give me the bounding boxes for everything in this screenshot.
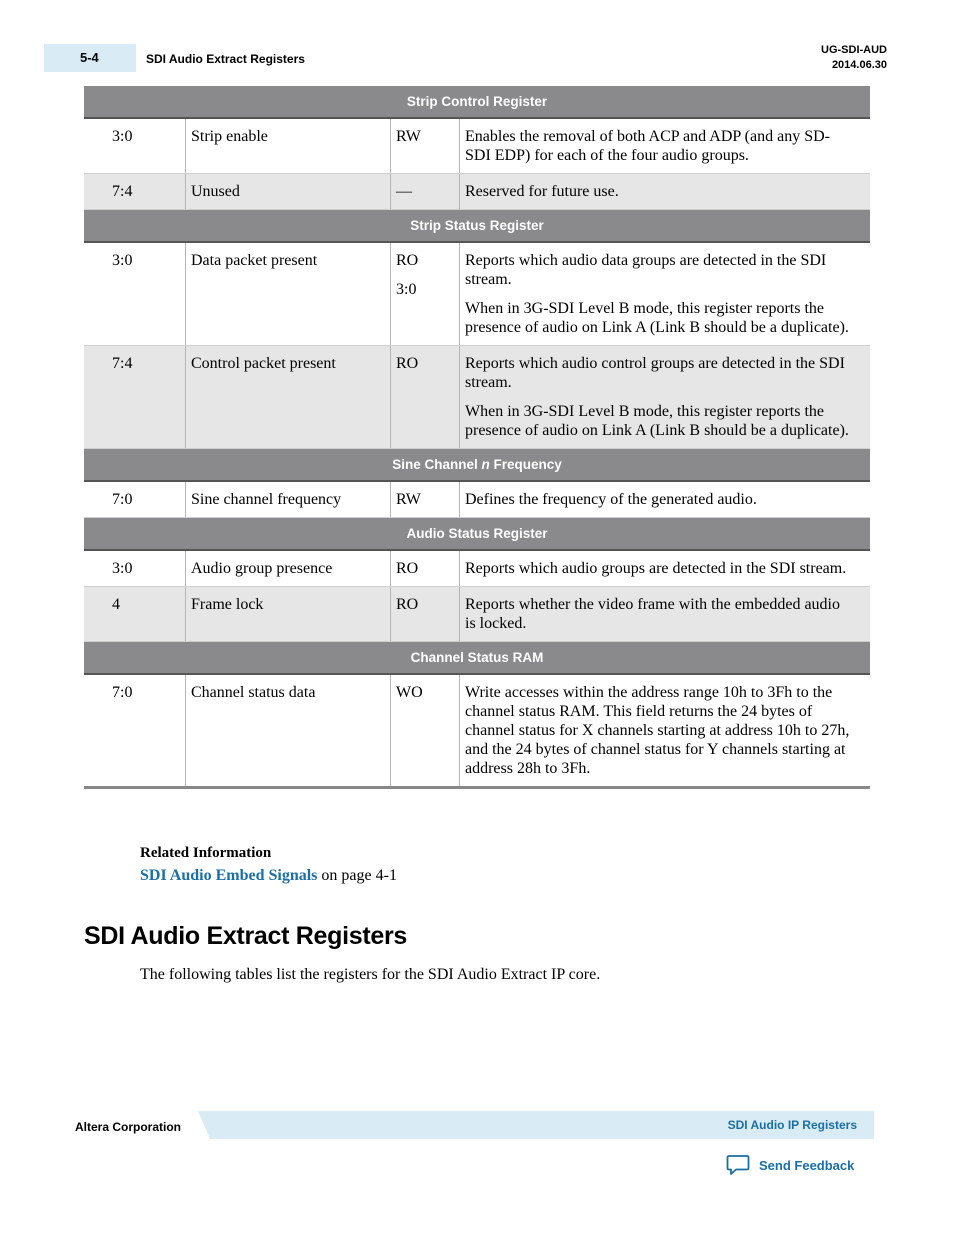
bit-field-cell: 7:4 [84,174,186,209]
section-header-text: Strip Control Register [406,94,548,109]
bit-field-cell: 7:0 [84,675,186,786]
access-type: RW [396,491,421,508]
table-row [84,243,870,346]
access-cell [391,482,460,517]
section-header [84,518,870,551]
access-cell [391,551,460,586]
access-cell [391,174,460,209]
bit-field-cell: 7:4 [84,346,186,448]
footer-chapter-link[interactable]: SDI Audio IP Registers [727,1118,857,1132]
section-header [84,210,870,243]
description-paragraph: When in 3G-SDI Level B mode, this register reports the presence of audio on Link A (Link B should be a duplicate). [465,300,849,336]
section-body: The following tables list the registers for the SDI Audio Extract IP core. [140,966,601,983]
section-header-text: Audio Status Register [406,526,548,541]
related-link-suffix: on page 4-1 [317,867,397,884]
table-row [84,174,870,210]
access-cell [391,346,460,448]
description-cell [460,174,870,209]
bit-field-cell: 7:0 [84,482,186,517]
bit-field-cell: 3:0 [84,243,186,345]
section-header-text: Channel Status RAM [410,650,544,665]
related-information-label: Related Information [140,845,272,861]
description-paragraph: Reports which audio control groups are detected in the SDI stream. [465,355,845,391]
doc-date: 2014.06.30 [831,59,887,71]
access-type: — [396,183,412,200]
access-type: RO [396,252,419,269]
description-paragraph: When in 3G-SDI Level B mode, this register reports the presence of audio on Link A (Link B should be a duplicate). [465,403,849,439]
access-cell [391,119,460,173]
section-header-text: Sine Channel [392,457,482,472]
description-cell [460,675,870,786]
section-title: SDI Audio Extract Registers [84,922,408,950]
description-cell [460,551,870,586]
access-type: RO [396,560,419,577]
bit-name-cell: Unused [186,174,391,209]
access-cell [391,587,460,641]
doc-info [821,43,887,73]
section-header-text: Strip Status Register [410,218,544,233]
bit-name-cell: Audio group presence [186,551,391,586]
description-cell [460,119,870,173]
send-feedback-button[interactable] [726,1154,854,1176]
bit-field-cell: 3:0 [84,119,186,173]
bit-name-cell: Strip enable [186,119,391,173]
access-type: RO [396,596,419,613]
bit-name-cell: Sine channel frequency [186,482,391,517]
bit-name-cell: Channel status data [186,675,391,786]
description-cell [460,346,870,448]
section-header [84,449,870,482]
description-cell [460,243,870,345]
table-row [84,551,870,587]
feedback-speech-bubble-icon [726,1154,750,1176]
table-row [84,482,870,518]
description-paragraph: Reports whether the video frame with the embedded audio is locked. [465,596,840,632]
related-information-line [140,867,397,885]
description-paragraph: Reports which audio data groups are detected in the SDI stream. [465,252,827,288]
related-link[interactable]: SDI Audio Embed Signals [140,867,318,884]
description-paragraph: Enables the removal of both ACP and ADP (and any SD-SDI EDP) for each of the four audio groups. [465,128,830,164]
access-type: RW [396,128,421,145]
table-row [84,675,870,789]
section-header-text: Frequency [489,457,562,472]
bit-field-cell: 4 [84,587,186,641]
register-table [84,86,870,789]
bit-name-cell: Frame lock [186,587,391,641]
access-sub: 3:0 [396,281,417,298]
bit-field-cell: 3:0 [84,551,186,586]
access-cell [391,675,460,786]
page-number: 5-4 [80,50,99,65]
section-header [84,86,870,119]
description-paragraph: Reports which audio groups are detected in the SDI stream. [465,560,847,577]
description-paragraph: Write accesses within the address range 10h to 3Fh to the channel status RAM. This field returns the 24 bytes of channel status for X channels starting at address 10h to 27h, and the 24 bytes of channel status for Y channels starting at address 28h to 3Fh. [465,684,850,777]
footer-company: Altera Corporation [75,1120,182,1134]
bit-name-cell: Data packet present [186,243,391,345]
access-type: WO [396,684,423,701]
table-row [84,119,870,174]
section-header-variable: n [481,457,490,472]
running-header-title: SDI Audio Extract Registers [146,52,305,66]
access-cell [391,243,460,345]
table-row [84,346,870,449]
table-row [84,587,870,642]
send-feedback-label: Send Feedback [759,1157,855,1173]
description-cell [460,482,870,517]
description-cell [460,587,870,641]
access-type: RO [396,355,419,372]
bit-name-cell: Control packet present [186,346,391,448]
doc-id: UG-SDI-AUD [821,44,887,56]
description-paragraph: Reserved for future use. [465,183,619,200]
description-paragraph: Defines the frequency of the generated audio. [465,491,757,508]
section-header [84,642,870,675]
